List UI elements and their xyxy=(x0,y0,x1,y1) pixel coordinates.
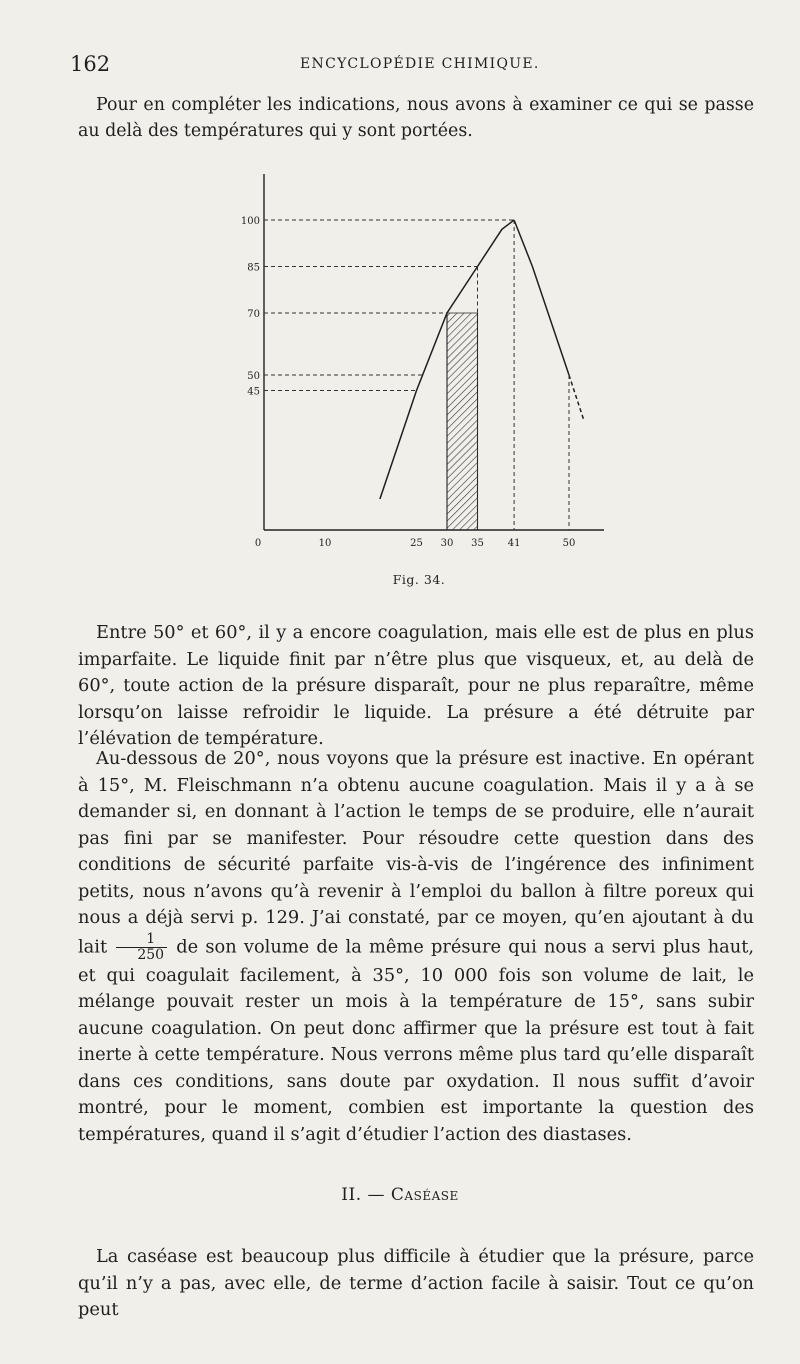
x-tick-label-25: 25 xyxy=(410,538,423,549)
series-line-falling-dashed xyxy=(569,375,584,422)
fraction xyxy=(116,932,167,963)
figure-caption: Fig. 34. xyxy=(392,572,446,587)
x-tick-label-30: 30 xyxy=(440,538,454,549)
below-20-text-after: de son volume de la même présure qui nous a servi plus haut, et qui coagulait facilement, à 35°, 10 000 fois son volume de lait, le mélange pouvait rester un mois à la température de 15°, sans subir aucune coagulation. On peut donc affirmer que la présure est tout à fait inerte à cette température. Nous verrons même plus tard qu’elle disparaît dans ces conditions, sans doute par oxydation. Il nous suffit d’avoir montré, pour le moment, combien est importante la question des températures, quand il s’agit d’étudier l’action des diastases. xyxy=(78,936,754,1145)
y-tick-label-100: 100 xyxy=(240,216,260,227)
section-heading xyxy=(0,1185,800,1205)
caseinase-paragraph: La caséase est beaucoup plus difficile à étudier que la présure, parce qu’il n’y a pas, avec elle, de terme d’action facile à saisir. Tout ce qu’on peut xyxy=(78,1246,754,1320)
coagulation-paragraph: Entre 50° et 60°, il y a encore coagulation, mais elle est de plus en plus imparfaite. Le liquide finit par n’être plus que visqueux, et, au delà de 60°, toute action de la présure disparaît, pour ne plus reparaître, même lorsqu’on laisse refroidir le liquide. La présure a été détruite par l’élévation de température. xyxy=(78,622,754,749)
x-tick-label-50: 50 xyxy=(562,538,576,549)
intro-paragraph: Pour en compléter les indications, nous avons à examiner ce qui se passe au delà des températures qui y sont portées. xyxy=(78,95,754,141)
x-tick-label-10: 10 xyxy=(318,538,332,549)
fraction-numerator: 1 xyxy=(116,932,167,948)
temperature-chart xyxy=(234,168,604,568)
series-line-falling xyxy=(514,220,569,375)
page-number: 162 xyxy=(70,52,111,76)
y-tick-label-70: 70 xyxy=(247,309,260,320)
hatched-band xyxy=(447,313,478,530)
running-head: ENCYCLOPÉDIE CHIMIQUE. xyxy=(300,56,540,72)
x-tick-label-41: 41 xyxy=(507,538,521,549)
y-tick-label-45: 45 xyxy=(247,386,260,398)
x-tick-label-0: 0 xyxy=(254,538,262,549)
y-tick-label-85: 85 xyxy=(247,262,260,274)
page-header xyxy=(70,52,750,76)
below-20-paragraph xyxy=(78,746,754,1148)
y-tick-label-50: 50 xyxy=(247,371,260,382)
fraction-denominator: 250 xyxy=(137,946,165,963)
figure-34 xyxy=(234,168,604,588)
section-title: Caséase xyxy=(390,1185,459,1205)
x-tick-label-35: 35 xyxy=(471,538,484,549)
below-20-text-before: Au-dessous de 20°, nous voyons que la présure est inactive. En opérant à 15°, M. Fleischmann n’a obtenu aucune coagulation. Mais il y a à se demander si, en donnant à l’action le temps de se produire, elle n’aurait pas fini par se manifester. Pour résoudre cette question dans des conditions de sécurité parfaite vis-à-vis de l’ingérence des infiniment petits, nous n’avons qu’à revenir à l’emploi du ballon à filtre poreux qui nous a déjà servi p. 129. J’ai constaté, par ce moyen, qu’en ajoutant à du lait xyxy=(78,748,754,957)
section-numeral: II. — xyxy=(341,1185,391,1205)
